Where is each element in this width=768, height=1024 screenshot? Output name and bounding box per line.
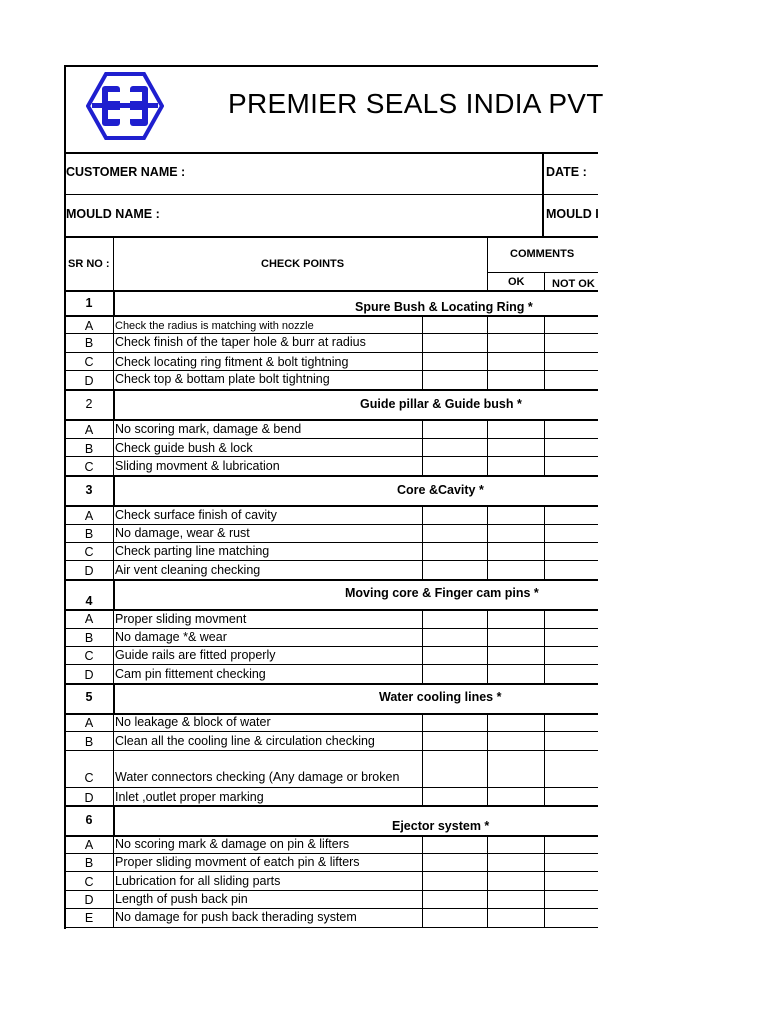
company-logo-icon [86, 72, 164, 140]
grid-line [544, 610, 545, 684]
check-points-header: CHECK POINTS [261, 258, 345, 270]
item-text: Proper sliding movment [115, 612, 247, 626]
item-text: Check top & bottam plate bolt tightning [115, 372, 330, 386]
section-title: Spure Bush & Locating Ring * [355, 300, 533, 314]
section-rule [64, 419, 598, 421]
grid-line [422, 714, 423, 805]
item-letter: D [84, 668, 94, 682]
row-line [64, 646, 598, 647]
row-line [64, 370, 598, 371]
section-rule [64, 805, 598, 807]
section-rule [64, 609, 598, 611]
row-line [64, 542, 598, 543]
item-letter: D [84, 564, 94, 578]
customer-name-label: CUSTOMER NAME : [66, 165, 186, 179]
item-text: Check the radius is matching with nozzle [115, 320, 314, 332]
ok-header: OK [508, 276, 525, 288]
mould-no-label: MOULD I [546, 207, 599, 221]
row-line [64, 438, 598, 439]
item-letter: C [84, 545, 94, 559]
item-text: Length of push back pin [115, 892, 248, 906]
sr-no-header: SR NO : [68, 258, 110, 270]
section-rule [64, 505, 598, 507]
grid-line [487, 610, 488, 684]
item-text: Check surface finish of cavity [115, 508, 277, 522]
header-rule [64, 236, 598, 238]
item-letter: C [84, 649, 94, 663]
item-letter: C [84, 460, 94, 474]
section-number: 1 [85, 296, 93, 310]
item-letter: C [84, 875, 94, 889]
row-line [64, 853, 598, 854]
section-number: 6 [85, 813, 93, 827]
item-text: Lubrication for all sliding parts [115, 874, 281, 888]
row-line [64, 927, 598, 928]
row-line [64, 908, 598, 909]
item-text: Check finish of the taper hole & burr at radius [115, 335, 366, 349]
item-letter: B [84, 631, 94, 645]
grid-line [422, 506, 423, 580]
row-line [64, 628, 598, 629]
row-line [64, 456, 598, 457]
item-letter: D [84, 791, 94, 805]
section-number: 2 [85, 397, 93, 411]
grid-line [422, 836, 423, 928]
item-text: No scoring mark & damage on pin & lifters [115, 837, 350, 851]
item-text: Inlet ,outlet proper marking [115, 790, 264, 804]
item-text: Check guide bush & lock [115, 441, 253, 455]
section-title: Water cooling lines * [379, 690, 502, 704]
row-line [64, 524, 598, 525]
row-line [64, 731, 598, 732]
item-text: Check locating ring fitment & bolt tightning [115, 355, 349, 369]
item-text: Proper sliding movment of eatch pin & lifters [115, 855, 360, 869]
item-letter: A [84, 423, 94, 437]
item-text: No damage, wear & rust [115, 526, 250, 540]
table-header-rule [487, 237, 488, 290]
item-letter: A [84, 612, 94, 626]
header-rule [64, 194, 598, 195]
section-number: 4 [85, 594, 93, 608]
item-letter: B [84, 856, 94, 870]
section-title: Core &Cavity * [397, 483, 484, 497]
grid-line [487, 420, 488, 476]
row-line [64, 890, 598, 891]
header-rule [64, 65, 598, 67]
mould-name-label: MOULD NAME : [66, 207, 160, 221]
item-letter: B [84, 442, 94, 456]
header-rule [542, 152, 544, 237]
item-letter: A [84, 509, 94, 523]
grid-line [544, 420, 545, 476]
item-letter: D [84, 374, 94, 388]
grid-line [544, 714, 545, 805]
row-line [64, 333, 598, 334]
item-text: Cam pin fittement checking [115, 667, 266, 681]
grid-line [487, 316, 488, 390]
item-letter: A [84, 716, 94, 730]
table-header-rule [487, 272, 598, 273]
not-ok-header: NOT OK [552, 278, 595, 290]
item-text: No scoring mark, damage & bend [115, 422, 302, 436]
grid-line [422, 316, 423, 390]
comments-header: COMMENTS [510, 248, 575, 260]
item-letter: A [84, 319, 94, 333]
item-text: No leakage & block of water [115, 715, 271, 729]
grid-line [422, 610, 423, 684]
section-rule [64, 290, 598, 292]
item-text: Clean all the cooling line & circulation checking [115, 734, 375, 748]
section-title: Guide pillar & Guide bush * [360, 397, 522, 411]
item-text: Guide rails are fitted properly [115, 648, 276, 662]
section-rule [64, 683, 598, 685]
item-text: No damage for push back therading system [115, 910, 357, 924]
section-title: Ejector system * [392, 819, 490, 833]
item-letter: B [84, 735, 94, 749]
section-title: Moving core & Finger cam pins * [345, 586, 539, 600]
company-title: PREMIER SEALS INDIA PVT [228, 88, 604, 119]
section-rule [64, 389, 598, 391]
row-line [64, 352, 598, 353]
section-rule [64, 579, 598, 581]
item-letter: E [84, 911, 94, 925]
row-line [64, 871, 598, 872]
item-letter: A [84, 838, 94, 852]
item-letter: C [84, 355, 94, 369]
section-rule [64, 475, 598, 477]
section-number: 5 [85, 690, 93, 704]
item-text: Water connectors checking (Any damage or broken [115, 770, 400, 784]
grid-line [422, 420, 423, 476]
grid-line [487, 836, 488, 928]
table-header-rule [113, 237, 114, 290]
item-text: No damage *& wear [115, 630, 227, 644]
row-line [64, 664, 598, 665]
grid-line [544, 836, 545, 928]
header-rule [64, 152, 598, 154]
date-label: DATE : [546, 165, 587, 179]
table-header-rule [544, 272, 545, 290]
row-line [64, 787, 598, 788]
item-letter: B [84, 527, 94, 541]
item-text: Check parting line matching [115, 544, 270, 558]
grid-line [487, 506, 488, 580]
item-text: Sliding movment & lubrication [115, 459, 280, 473]
item-text: Air vent cleaning checking [115, 563, 261, 577]
item-letter: C [84, 771, 94, 785]
item-letter: D [84, 893, 94, 907]
grid-line [544, 316, 545, 390]
section-number: 3 [85, 483, 93, 497]
row-line [64, 560, 598, 561]
section-rule [64, 315, 598, 317]
grid-line [487, 714, 488, 805]
row-line [64, 750, 598, 751]
grid-line [544, 506, 545, 580]
item-letter: B [84, 336, 94, 350]
